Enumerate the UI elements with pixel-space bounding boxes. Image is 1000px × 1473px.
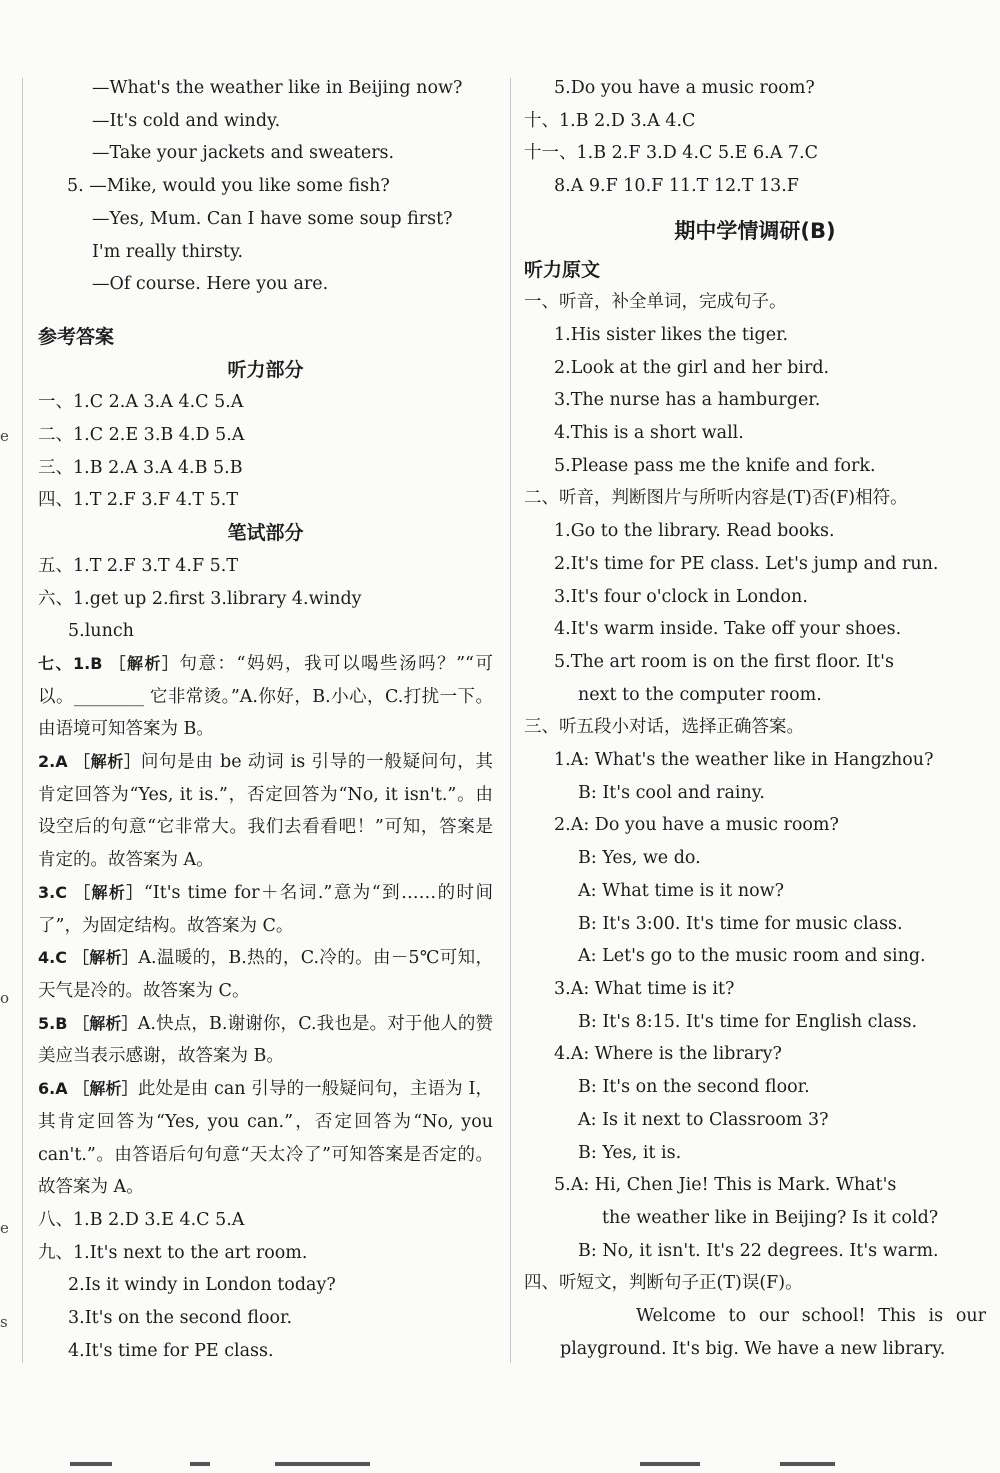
explanation-text: “It's time for＋名词.”意为“到……的时间了”，为固定结构。故答案为 C。 [38, 882, 493, 936]
section-title: 二、听音，判断图片与所听内容是(T)否(F)相符。 [524, 488, 908, 509]
answer-line: 十一、1.B 2.F 3.D 4.C 5.E 6.A 7.C [524, 143, 818, 164]
cropped-bottom-fragments [0, 1462, 1000, 1473]
script-line: 3.The nurse has a hamburger. [554, 390, 821, 411]
dialog-line: I'm really thirsty. [92, 241, 244, 262]
script-heading: 听力原文 [524, 258, 601, 281]
answer-line: 十、1.B 2.D 3.A 4.C [524, 110, 696, 131]
exam-title: 期中学情调研(B) [674, 218, 836, 243]
right-column [524, 72, 986, 1365]
explanation-7-3 [38, 877, 493, 942]
answer-line: 5.Do you have a music room? [554, 78, 815, 98]
section-title: 三、听五段小对话，选择正确答案。 [524, 717, 804, 738]
script-line: B: It's 3:00. It's time for music class. [578, 913, 903, 934]
script-line: 3.A: What time is it? [554, 978, 735, 999]
script-line: A: What time is it now? [578, 880, 785, 901]
explanation-text: 句意：“妈妈，我可以喝些汤吗？”“可以。________ 它非常烫。”A.你好，B.小心，C.打扰一下。由语境可知答案为 B。 [38, 653, 493, 740]
section-title: 四、听短文，判断句子正(T)误(F)。 [524, 1273, 803, 1294]
script-line: 1.A: What's the weather like in Hangzhou? [554, 750, 934, 771]
answer-tag: 3.C ［解析］ [38, 882, 144, 902]
script-line: the weather like in Beijing? Is it cold? [602, 1207, 939, 1228]
explanation-7-4 [38, 942, 493, 1007]
script-line: 5.The art room is on the first floor. It's [554, 651, 894, 672]
script-line: B: No, it isn't. It's 22 degrees. It's warm. [578, 1240, 939, 1261]
script-line: B: It's on the second floor. [578, 1077, 810, 1098]
cropped-edge-char: o [0, 989, 10, 1007]
script-line: B: It's cool and rainy. [578, 782, 765, 803]
script-line: 2.A: Do you have a music room? [554, 815, 839, 836]
answer-line: 2.Is it windy in London today? [68, 1275, 336, 1296]
script-line: 5.Please pass me the knife and fork. [554, 455, 876, 476]
cropped-edge-char: e [0, 1219, 9, 1237]
script-line: B: Yes, we do. [578, 848, 701, 869]
script-line: 5.A: Hi, Chen Jie! This is Mark. What's [554, 1175, 897, 1196]
explanation-7-1 [38, 648, 493, 746]
column-divider [510, 78, 511, 1363]
explanation-text: 此处是由 can 引导的一般疑问句，主语为 I，其肯定回答为“Yes, you can.”，否定回答为“No, you can't.”。由答语后句句意“天太冷了”可知答案是否定的。故答案为 A。 [38, 1079, 493, 1198]
script-line: 2.It's time for PE class. Let's jump and run. [554, 553, 939, 574]
script-line: A: Is it next to Classroom 3? [578, 1109, 829, 1130]
answer-tag: 七、1.B ［解析］ [38, 653, 180, 673]
cropped-edge-char: e [0, 427, 9, 445]
script-line: A: Let's go to the music room and sing. [578, 946, 926, 967]
passage-text: Welcome to our school! This is our playground. It's big. We have a new library. [560, 1306, 986, 1359]
script-line: 4.It's warm inside. Take off your shoes. [554, 619, 902, 640]
left-margin-rule [22, 78, 23, 1363]
answer-line: 六、1.get up 2.first 3.library 4.windy [38, 588, 362, 609]
dialog-line: —Take your jackets and sweaters. [92, 143, 395, 164]
listening-section-heading: 听力部分 [227, 358, 304, 381]
answer-tag: 5.B ［解析］ [38, 1013, 138, 1033]
answer-line: 三、1.B 2.A 3.A 4.B 5.B [38, 457, 243, 478]
answer-line: 4.It's time for PE class. [68, 1340, 274, 1361]
left-column [38, 72, 493, 1367]
answer-line: 5.lunch [68, 621, 134, 642]
answer-line: 8.A 9.F 10.F 11.T 12.T 13.F [554, 176, 799, 197]
answer-line: 一、1.C 2.A 3.A 4.C 5.A [38, 392, 244, 413]
explanation-text: A.温暖的，B.热的，C.冷的。由－5℃可知，天气是冷的。故答案为 C。 [38, 948, 493, 1001]
answer-line: 九、1.It's next to the art room. [38, 1242, 308, 1263]
dialog-line: —Of course. Here you are. [92, 274, 329, 295]
dialog-line: —It's cold and windy. [92, 110, 281, 131]
script-line: 2.Look at the girl and her bird. [554, 357, 830, 378]
answer-line: 3.It's on the second floor. [68, 1308, 293, 1329]
script-line: 4.This is a short wall. [554, 423, 744, 444]
script-line: 1.His sister likes the tiger. [554, 324, 789, 345]
cropped-edge-char: s [0, 1313, 8, 1331]
answer-tag: 6.A ［解析］ [38, 1079, 138, 1099]
answer-tag: 4.C ［解析］ [38, 948, 139, 968]
dialog-line: 5. —Mike, would you like some fish? [67, 176, 390, 197]
answer-line: 四、1.T 2.F 3.F 4.T 5.T [38, 490, 239, 511]
explanation-7-5 [38, 1008, 493, 1073]
answer-line: 五、1.T 2.F 3.T 4.F 5.T [38, 555, 239, 576]
script-line: 4.A: Where is the library? [554, 1044, 782, 1065]
answers-heading: 参考答案 [38, 325, 115, 348]
written-section-heading: 笔试部分 [227, 522, 304, 545]
dialog-line: —What's the weather like in Beijing now? [92, 78, 463, 98]
section-title: 一、听音，补全单词，完成句子。 [524, 292, 787, 313]
explanation-text: 问句是由 be 动词 is 引导的一般疑问句，其肯定回答为“Yes, it is.”，否定回答为“No, it isn't.”。由设空后的句意“它非常大。我们去看看吧！”可知，答案是肯定的。故答案为 A。 [38, 752, 494, 871]
script-line: 1.Go to the library. Read books. [554, 521, 835, 542]
script-line: next to the computer room. [578, 684, 822, 705]
script-line: 3.It's four o'clock in London. [554, 586, 808, 607]
script-line: B: It's 8:15. It's time for English class. [578, 1011, 918, 1032]
answer-line: 二、1.C 2.E 3.B 4.D 5.A [38, 425, 245, 446]
dialog-line: —Yes, Mum. Can I have some soup first? [92, 208, 453, 229]
answer-line: 八、1.B 2.D 3.E 4.C 5.A [38, 1209, 245, 1230]
answer-tag: 2.A ［解析］ [38, 752, 141, 772]
script-line: B: Yes, it is. [578, 1142, 682, 1163]
explanation-7-6 [38, 1073, 493, 1204]
explanation-7-2 [38, 746, 493, 877]
explanation-text: A.快点，B.谢谢你，C.我也是。对于他人的赞美应当表示感谢，故答案为 B。 [38, 1013, 494, 1067]
